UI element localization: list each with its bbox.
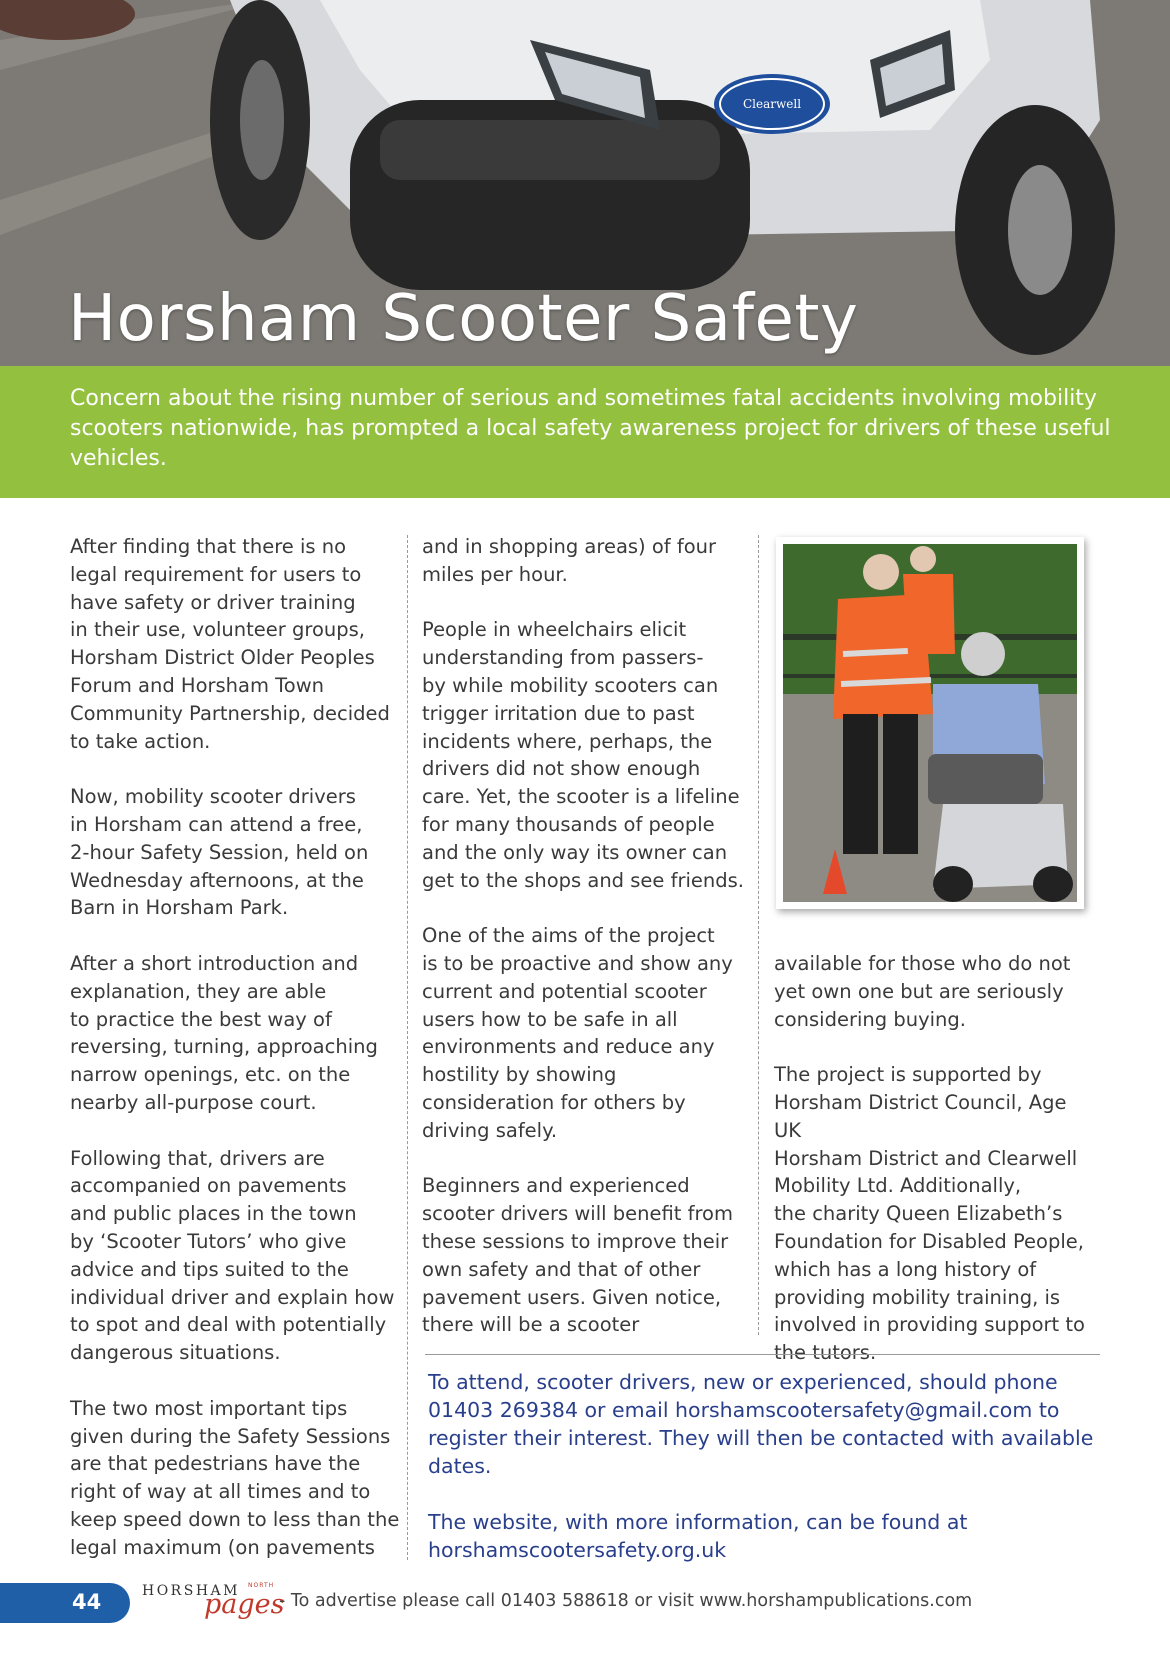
article-column-3 bbox=[774, 950, 1099, 1395]
logo-north-text: NORTH bbox=[248, 1582, 275, 1589]
contact-rule bbox=[425, 1354, 1100, 1355]
paragraph: Following that, drivers are accompanied on pavements and public places in the town by ‘Scooter Tutors’ who give advice and tips suited to the individual driver and explain how to spot and deal with potentially dangerous situations. bbox=[70, 1146, 395, 1365]
paragraph: and in shopping areas) of four miles per hour. bbox=[422, 535, 717, 586]
horsham-pages-logo bbox=[142, 1582, 285, 1628]
advert-text: - To advertise please call 01403 588618 or visit www.horshampublications.com bbox=[279, 1591, 973, 1611]
article-column-2 bbox=[422, 533, 747, 1367]
paragraph: One of the aims of the project is to be proactive and show any current and potential scooter users how to be safe in all environments and reduce any hostility by showing consideration for others by driving safely. bbox=[422, 924, 733, 1142]
paragraph: available for those who do not yet own one but are seriously considering buying. bbox=[774, 952, 1071, 1031]
paragraph: The two most important tips given during the Safety Sessions are that pedestrians have the right of way at all times and to keep speed down to less than the legal maximum (on pavements bbox=[70, 1396, 400, 1559]
page-number: 44 bbox=[72, 1590, 102, 1614]
contact-box bbox=[428, 1368, 1108, 1592]
logo-horsham-text: HORSHAM bbox=[142, 1583, 240, 1599]
logo-pages-text: pages bbox=[204, 1589, 285, 1620]
paragraph: Now, mobility scooter drivers in Horsham can attend a free, 2-hour Safety Session, held on Wednesday afternoons, at the Barn in Horsham Park. bbox=[70, 785, 369, 920]
page-number-tab bbox=[0, 1583, 130, 1623]
clearwell-badge-text: Clearwell bbox=[742, 97, 802, 111]
paragraph: After finding that there is no legal requirement for users to have safety or driver training in their use, volunteer groups, Horsham District Older Peoples Forum and Horsham Town Community Partnership, decided to take action. bbox=[70, 535, 390, 753]
column-divider bbox=[758, 535, 759, 1335]
hero-image bbox=[0, 0, 1170, 366]
scooter-tutor-photo bbox=[783, 544, 1077, 902]
website-paragraph: The website, with more information, can be found at horshamscootersafety.org.uk bbox=[428, 1510, 968, 1562]
intro-text: Concern about the rising number of serious and sometimes fatal accidents involving mobility scooters nationwide, has prompted a local safety awareness project for drivers of these useful vehicles. bbox=[70, 386, 1111, 471]
paragraph: The project is supported by Horsham District Council, Age UK Horsham District and Clearwell Mobility Ltd. Additionally, the charity Queen Elizabeth’s Foundation for Disabled People, which has a long history of providing mobility training, is involved in providing support to the tutors. bbox=[774, 1063, 1085, 1365]
paragraph: Beginners and experienced scooter drivers will benefit from these sessions to improve their own safety and that of other pavement users. Given notice, there will be a scooter bbox=[422, 1174, 733, 1337]
article-column-1 bbox=[70, 533, 400, 1589]
tutor-photo-frame bbox=[776, 537, 1084, 909]
column-divider bbox=[407, 535, 408, 1560]
contact-paragraph: To attend, scooter drivers, new or experienced, should phone 01403 269384 or email horshamscootersafety@gmail.com to register their interest. They will then be contacted with available dates. bbox=[428, 1370, 1094, 1478]
paragraph: People in wheelchairs elicit understanding from passers- by while mobility scooters can trigger irritation due to past incidents where, perhaps, the drivers did not show enough care. Yet, the scooter is a lifeline for many thousands of people and the only way its owner can get to the shops and see friends. bbox=[422, 618, 745, 892]
page-title: Horsham Scooter Safety bbox=[68, 282, 859, 356]
paragraph: After a short introduction and explanation, they are able to practice the best way of reversing, turning, approaching narrow openings, etc. on the nearby all-purpose court. bbox=[70, 951, 378, 1114]
